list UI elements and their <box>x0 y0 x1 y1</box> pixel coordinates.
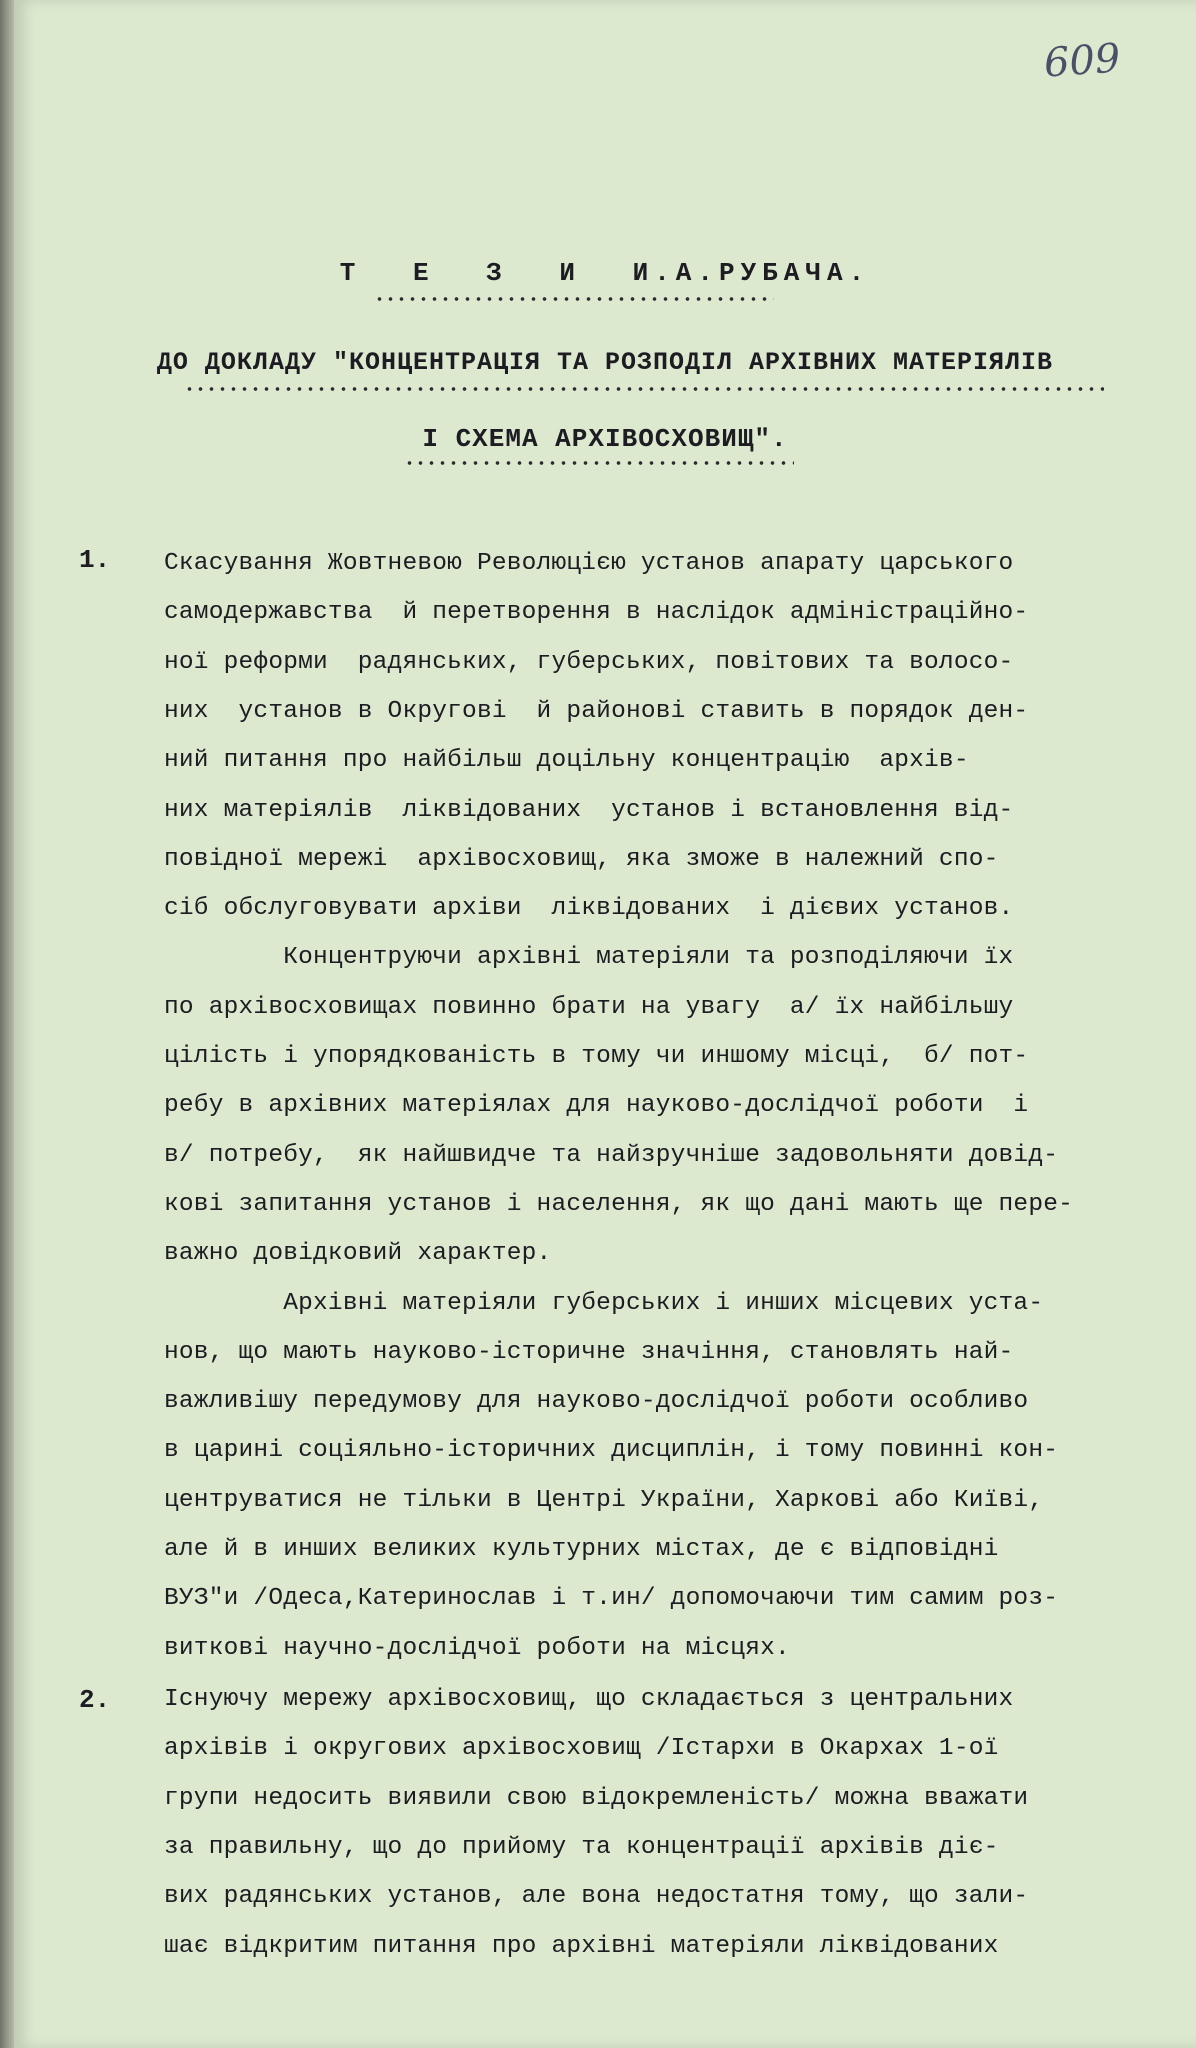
text-line: ВУЗ"и /Одеса,Катеринослав і т.ин/ допомочаючи тим самим роз- <box>164 1585 1059 1613</box>
text-line: в/ потребу, як найшвидче та найзручніше задовольняти довід- <box>164 1141 1059 1169</box>
text-line: шає відкритим питання про архівні матеріяли ліквідованих <box>164 1932 999 1960</box>
text-line: самодержавства й перетворення в наслідок адміністраційно- <box>164 599 1029 627</box>
text-line: по архівосховищах повинно брати на увагу а/ їх найбільшу <box>164 993 1014 1021</box>
text-line: сіб обслуговувати архіви ліквідованих і дієвих установ. <box>164 895 1014 923</box>
document-subtitle-line-2: І СХЕМА АРХІВОСХОВИЩ". <box>422 424 788 454</box>
text-line: них матеріялів ліквідованих установ і встановлення від- <box>164 796 1014 824</box>
section-number: 1. <box>79 545 111 575</box>
text-line: центруватися не тільки в Центрі України, Харкові або Київі, <box>164 1486 1044 1514</box>
subtitle-underline-2 <box>404 460 794 466</box>
text-line: виткові научно-дослідчої роботи на місцях. <box>164 1634 790 1662</box>
text-line: ної реформи радянських, губерських, повітових та волосо- <box>164 648 1014 676</box>
text-line: архівів і округових архівосховищ /Істархи в Окархах 1-ої <box>164 1735 999 1763</box>
subtitle-underline-1 <box>184 386 1104 392</box>
text-line: кові запитання установ і населення, як що дані мають ще пере- <box>164 1190 1074 1218</box>
text-line: повідної мережі архівосховищ, яка зможе в належний спо- <box>164 845 999 873</box>
text-line: за правильну, що до прийому та концентрації архівів діє- <box>164 1833 999 1861</box>
text-line: групи недосить виявили свою відокремленість/ можна вважати <box>164 1784 1029 1812</box>
text-line: цілість і упорядкованість в тому чи иншому місці, б/ пот- <box>164 1043 1029 1070</box>
folder-edge <box>0 0 14 2048</box>
text-line: нов, що мають науково-історичне значіння, становлять най- <box>164 1338 1014 1366</box>
text-line: Архівні матеріяли губерських і инших місцевих уста- <box>164 1289 1044 1317</box>
section-number: 2. <box>79 1685 111 1715</box>
text-line: Концентруючи архівні матеріяли та розподіляючи їх <box>164 944 1014 972</box>
document-title: Т Е З И И.А.РУБАЧА. <box>339 258 871 288</box>
document-subtitle-line-1: ДО ДОКЛАДУ "КОНЦЕНТРАЦІЯ ТА РОЗПОДІЛ АРХІВНИХ МАТЕРІЯЛІВ <box>156 348 1054 377</box>
document-page <box>14 0 1196 2048</box>
text-line: ребу в архівних матеріялах для науково-дослідчої роботи і <box>164 1092 1029 1120</box>
text-line: важливішу передумову для науково-дослідчої роботи особливо <box>164 1388 1029 1416</box>
title-underline <box>374 296 774 302</box>
text-line: них установ в Округові й районові ставить в порядок ден- <box>164 697 1029 725</box>
text-line: в царині соціяльно-історичних дисциплін, і тому повинні кон- <box>164 1437 1059 1465</box>
text-line: ний питання про найбільш доцільну концентрацію архів- <box>164 747 969 775</box>
text-line: Існуючу мережу архівосховищ, що складається з центральних <box>164 1686 1014 1713</box>
text-line: вих радянських установ, але вона недостатня тому, що зали- <box>164 1883 1029 1911</box>
text-line: але й в инших великих культурних містах, де є відповідні <box>164 1536 999 1563</box>
folio-number: 609 <box>1042 35 1122 87</box>
text-line: важно довідковий характер. <box>164 1240 552 1268</box>
text-line: Скасування Жовтневою Революцією установ апарату царського <box>164 550 1014 577</box>
